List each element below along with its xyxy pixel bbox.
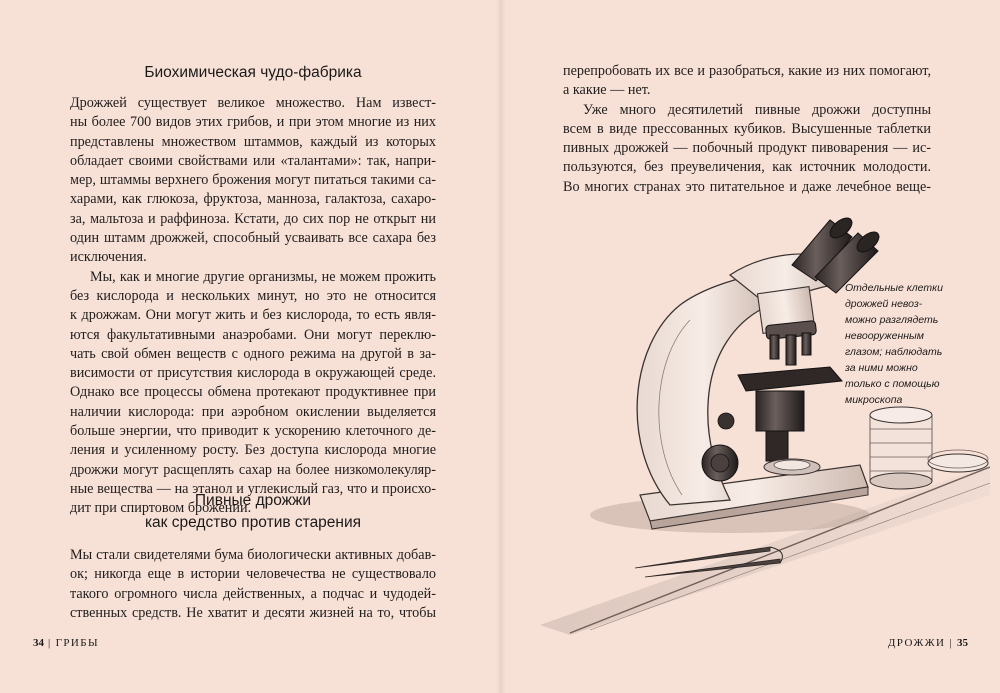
caption-line: только с помощью [845, 378, 940, 390]
text-line: к дрожжам. Они могут жить и без кислорода, то есть явля- [70, 307, 436, 324]
microscope-stage [738, 367, 842, 475]
caption-line: микроскопа [845, 394, 903, 406]
text-line: всем в виде прессованных кубиков. Высушенные таблетки [563, 120, 931, 137]
footer-separator: | [949, 637, 953, 649]
text-line: дит при спиртовом брожении. [70, 500, 252, 517]
text-line: ются факультативными анаэробами. Они могут переклю- [70, 326, 436, 343]
chapter-name: ДРОЖЖИ [887, 637, 946, 649]
text-line: обладает своими свойствами или «талантами»: так, напри- [70, 152, 436, 169]
text-line: пивных дрожжей — побочный продукт пивоварения — ис- [563, 140, 931, 157]
text-line: Мы стали свидетелями бума биологически активных добав- [70, 547, 436, 563]
body-text-section2 [70, 546, 436, 623]
text-line: исключения. [70, 249, 147, 266]
text-line: пользуются, без преувеличения, как источник молодости. [563, 159, 931, 176]
running-footer-right [888, 636, 968, 650]
body-text-section1 [70, 94, 436, 519]
text-line: висимости от присутствия кислорода в окружающей среде. [70, 365, 436, 382]
text-line: ок; никогда еще в истории человечества не существовало [70, 566, 436, 583]
section-title-line2: как средство против старения [144, 514, 362, 531]
text-line: а какие — нет. [563, 82, 651, 99]
page-number: 34 [33, 637, 44, 649]
caption-line: можно разглядеть [845, 314, 939, 326]
text-line: ления и усиленному росту. Без доступа кислорода многие [70, 442, 436, 459]
text-line: Дрожжей существует великое множество. Нам извест- [70, 95, 436, 111]
text-line: дрожжи могут расщеплять сахар на более низкомолекуляр- [70, 461, 436, 478]
text-line: без кислорода и нескольких минут, но это не относится [70, 287, 436, 304]
section-title: Биохимическая чудо-фабрика [144, 64, 362, 81]
caption-line: Отдельные клетки [845, 282, 943, 294]
right-page [500, 0, 1000, 693]
section-heading-biochem [70, 62, 436, 84]
text-line: мер, штаммы верхнего брожения могут питаться такими са- [70, 172, 436, 189]
text-line: наличии кислорода: при аэробном окислении выделяется [70, 403, 436, 420]
text-line: ственных средств. Не хватит и десяти жизней на то, чтобы [70, 604, 436, 621]
petri-dish-stack [870, 407, 932, 489]
text-line: харами, как глюкоза, фруктоза, манноза, галактоза, сахаро- [70, 191, 436, 208]
text-line: Однако все процессы обмена протекают продуктивнее при [70, 384, 436, 401]
text-line: такого огромного числа действенных, а подчас и чудодей- [70, 585, 436, 602]
text-line: чать свой обмен веществ с одного режима на другой в за- [70, 345, 436, 362]
text-line: Во многих странах это питательное и даже лечебное веще- [563, 178, 931, 195]
text-line: один штамм дрожжей, способный усваивать все сахара без [70, 230, 436, 247]
objectives [765, 320, 816, 365]
text-line: ны более 700 видов этих грибов, и при этом многие из них [70, 114, 436, 131]
text-line: ные вещества — на этанол и углекислый газ, что и происхо- [70, 480, 436, 497]
caption-line: глазом; наблюдать [845, 346, 943, 358]
page-number: 35 [957, 637, 968, 649]
text-line: Уже много десятилетий пивные дрожжи доступны [583, 101, 931, 118]
body-text-right [563, 62, 931, 197]
caption-line: невооруженным [845, 330, 924, 342]
text-line: перепробовать их все и разобраться, какие из них помогают, [563, 63, 931, 79]
running-footer-left [33, 636, 99, 650]
text-line: больше энергии, что приводит к ускорению клеточного де- [70, 423, 436, 440]
text-line: за, мальтоза и раффиноза. Кстати, до сих пор не открыт ни [70, 210, 436, 227]
section-heading-beer-yeast [70, 490, 436, 534]
microscope-illustration [530, 195, 990, 635]
caption-line: дрожжей невоз- [845, 298, 923, 310]
section-title-line1: Пивные дрожжи [194, 492, 312, 509]
chapter-name: ГРИБЫ [55, 637, 99, 649]
illustration-caption [845, 280, 950, 408]
caption-line: за ними можно [845, 362, 918, 374]
text-line: представлены множеством штаммов, каждый из которых [70, 133, 436, 150]
footer-separator: | [48, 637, 52, 649]
petri-dish [928, 450, 988, 472]
text-line: Мы, как и многие другие организмы, не можем прожить [90, 268, 436, 285]
